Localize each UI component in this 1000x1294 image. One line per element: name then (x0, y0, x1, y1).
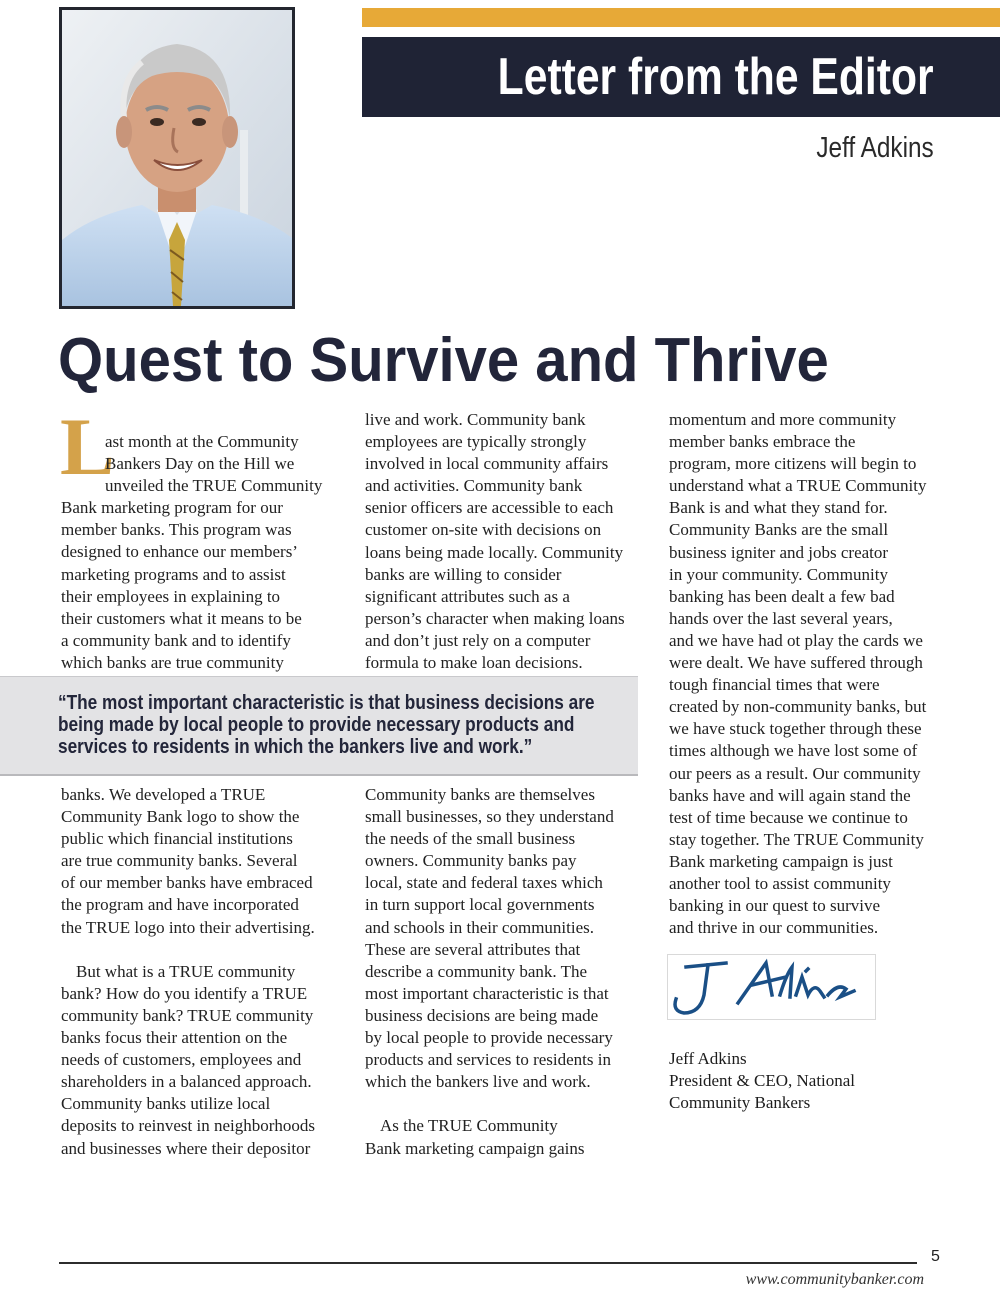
text-line: employees are typically strongly (365, 432, 587, 452)
text-line: in your community. Community (669, 564, 888, 584)
pull-quote-line: being made by local people to provide necessary products and (58, 714, 575, 736)
column-2-top (365, 409, 625, 674)
text-line: products and services to residents in (365, 1050, 611, 1070)
column-2-bottom (365, 784, 614, 1160)
column-1-bottom (61, 784, 315, 1160)
text-line: created by non-community banks, but (669, 697, 927, 717)
section-title: Letter from the Editor (498, 48, 934, 106)
text-line: a community bank and to identify (61, 630, 291, 650)
pull-quote-line: “The most important characteristic is that business decisions are (58, 692, 595, 714)
text-line: Community Banks are the small (669, 520, 889, 540)
page-number: 5 (931, 1248, 940, 1265)
text-line: we have stuck together through these (669, 719, 922, 739)
paragraph-gap (365, 1093, 614, 1115)
text-line: small businesses, so they understand (365, 807, 614, 827)
text-line: bank? How do you identify a TRUE (61, 983, 308, 1003)
text-line: Bankers Day on the Hill we (105, 454, 295, 474)
text-line: momentum and more community (669, 410, 897, 429)
text-line: in turn support local governments (365, 895, 595, 915)
text-line: marketing programs and to assist (61, 564, 286, 584)
text-line: and don’t just rely on a computer (365, 630, 591, 650)
text-line: Bank marketing program for our (61, 498, 283, 518)
text-line: banking in our quest to survive (669, 896, 881, 916)
text-line: unveiled the TRUE Community (105, 476, 323, 496)
text-line: tough financial times that were (669, 675, 880, 695)
text-line: the program and have incorporated (61, 895, 299, 915)
text-line: are true community banks. Several (61, 851, 298, 871)
text-line: their customers what it means to be (61, 608, 302, 628)
text-line: banks. We developed a TRUE (61, 785, 266, 804)
text-line: program, more citizens will begin to (669, 454, 917, 474)
header-accent-bar (362, 8, 1000, 27)
text-line: Bank marketing campaign gains (365, 1138, 585, 1158)
text-line: the TRUE logo into their advertising. (61, 917, 315, 937)
text-line: Community banks utilize local (61, 1094, 271, 1114)
text-line: customer on-site with decisions on (365, 520, 602, 540)
pull-quote-line: services to residents in which the bankers live and work.” (58, 736, 533, 758)
text-line: Bank marketing campaign is just (669, 851, 893, 871)
text-line: and businesses where their depositor (61, 1138, 311, 1158)
text-line: and activities. Community bank (365, 476, 583, 496)
text-line: involved in local community affairs (365, 454, 609, 474)
text-line: of our member banks have embraced (61, 873, 313, 893)
text-line: by local people to provide necessary (365, 1028, 613, 1048)
text-line: community bank? TRUE community (61, 1005, 314, 1025)
pull-quote (0, 676, 638, 776)
text-line: and schools in their communities. (365, 917, 594, 937)
text-line: most important characteristic is that (365, 983, 609, 1003)
text-line: member banks embrace the (669, 432, 856, 452)
text-line: which the bankers live and work. (365, 1072, 591, 1092)
text-line: which banks are true community (61, 652, 284, 672)
text-line: public which financial institutions (61, 829, 293, 849)
text-line: owners. Community banks pay (365, 851, 577, 871)
text-line: person’s character when making loans (365, 608, 625, 628)
signer-title: President & CEO, National (669, 1071, 856, 1091)
text-line: Community banks are themselves (365, 785, 595, 804)
text-line: were dealt. We have suffered through (669, 653, 923, 673)
text-line: times although we have lost some of (669, 741, 918, 761)
column-3 (669, 409, 927, 939)
drop-cap: L (60, 401, 115, 492)
pull-quote-text (58, 692, 595, 758)
text-line: test of time because we continue to (669, 807, 908, 827)
text-line: As the TRUE Community (380, 1116, 558, 1136)
text-line: formula to make loan decisions. (365, 653, 583, 673)
text-line: These are several attributes that (365, 939, 581, 959)
text-line: stay together. The TRUE Community (669, 829, 924, 849)
text-line: our peers as a result. Our community (669, 763, 921, 783)
signature-box (667, 954, 876, 1020)
editor-portrait-icon (62, 10, 292, 306)
article-headline: Quest to Survive and Thrive (58, 326, 829, 395)
text-line: banks focus their attention on the (61, 1028, 288, 1048)
section-title-bar (362, 37, 1000, 117)
text-line: the needs of the small business (365, 829, 576, 849)
text-line: designed to enhance our members’ (61, 542, 298, 562)
text-line: significant attributes such as a (365, 586, 570, 606)
editor-photo (59, 7, 295, 309)
text-line: local, state and federal taxes which (365, 873, 603, 893)
text-line: live and work. Community bank (365, 410, 586, 429)
text-line: another tool to assist community (669, 873, 891, 893)
text-line: Bank is and what they stand for. (669, 498, 888, 518)
author-name: Jeff Adkins (816, 132, 934, 164)
text-line: But what is a TRUE community (76, 961, 296, 981)
text-line: deposits to reinvest in neighborhoods (61, 1116, 316, 1136)
text-line: banks have and will again stand the (669, 785, 911, 805)
text-line: understand what a TRUE Community (669, 476, 927, 496)
signer-name: Jeff Adkins (669, 1049, 747, 1068)
text-line: member banks. This program was (61, 520, 292, 540)
text-line: business igniter and jobs creator (669, 542, 889, 562)
text-line: and we have had ot play the cards we (669, 630, 923, 650)
text-line: their employees in explaining to (61, 586, 281, 606)
text-line: and thrive in our communities. (669, 918, 879, 938)
text-line: loans being made locally. Community (365, 542, 624, 562)
text-line: ast month at the Community (105, 432, 299, 451)
signer-block (669, 1048, 855, 1114)
text-line: business decisions are being made (365, 1005, 599, 1025)
text-line: senior officers are accessible to each (365, 498, 614, 518)
text-line: needs of customers, employees and (61, 1050, 302, 1070)
footer-rule (59, 1262, 917, 1264)
handwritten-signature-icon (668, 955, 875, 1019)
footer-url: www.communitybanker.com (745, 1271, 924, 1288)
text-line: banks are willing to consider (365, 564, 562, 584)
text-line: Community Bank logo to show the (61, 807, 300, 827)
text-line: describe a community bank. The (365, 961, 588, 981)
signer-org: Community Bankers (669, 1093, 811, 1113)
column-1-top (61, 431, 322, 674)
text-line: shareholders in a balanced approach. (61, 1072, 312, 1092)
paragraph-gap (61, 939, 315, 961)
text-line: banking has been dealt a few bad (669, 586, 895, 606)
text-line: hands over the last several years, (669, 608, 893, 628)
